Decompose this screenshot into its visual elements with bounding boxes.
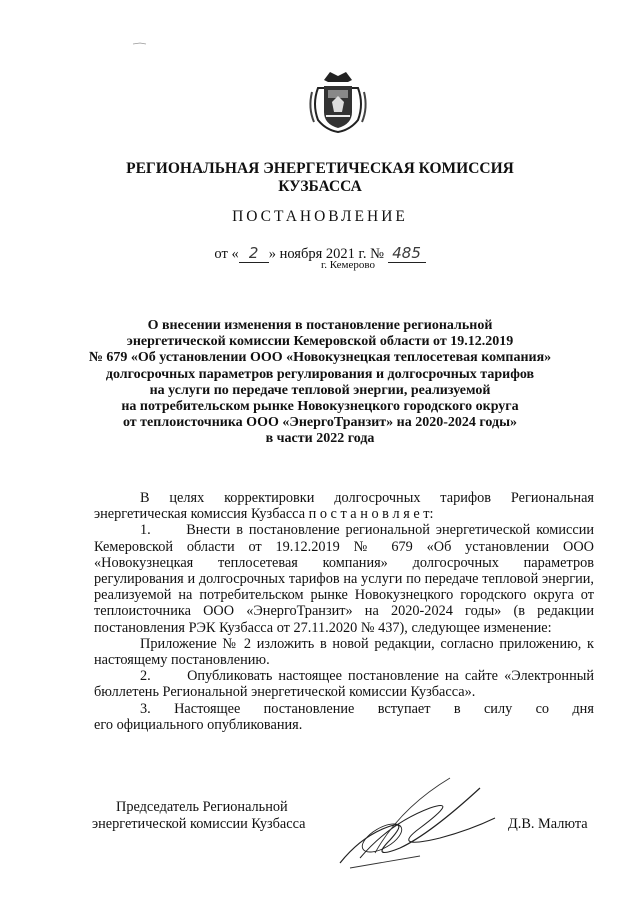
coat-of-arms-emblem	[304, 68, 372, 136]
item-3-word: постановление	[263, 700, 355, 717]
item-2-text: бюллетень Региональной энергетической комиссии Кузбасса».	[94, 684, 476, 701]
item-3-word: вступает	[377, 700, 431, 717]
item-1-first-text: Внести в постановление региональной энергетической комиссии	[186, 522, 594, 539]
subject-line: № 679 «Об установлении ООО «Новокузнецкая теплосетевая компания»	[88, 350, 552, 366]
item-1-text: Кемеровской области от 19.12.2019 № 679 «Об установлении ООО «Новокузнецкая теплосетевая компания» долгосрочных параметров регулирования и долгосрочных тарифов на услуги по передаче тепловой энергии, реализуемой на потребительском рынке Новокузнецкого городского округа от теплоисточника ООО «ЭнергоТранзит» на 2020-2024 годы» (в редакции постановления РЭК Кузбасса от 27.11.2020 № 437), следующее изменение:	[94, 538, 594, 636]
subject-line: от теплоисточника ООО «ЭнергоТранзит» на 2020-2024 годы»	[122, 415, 517, 431]
signatory-name: Д.В. Малюта	[508, 816, 588, 832]
org-line-1: РЕГИОНАЛЬНАЯ ЭНЕРГЕТИЧЕСКАЯ КОМИССИЯ	[126, 160, 514, 177]
ink-mark	[132, 40, 162, 46]
organization-name	[0, 160, 640, 196]
item-3-word: силу	[483, 700, 513, 717]
item-3-word: со	[535, 700, 550, 717]
subject-line: долгосрочных параметров регулирования и долгосрочных тарифов	[105, 366, 535, 382]
item-2-first-line	[94, 668, 594, 684]
document-subject	[0, 318, 640, 448]
document-type: ПОСТАНОВЛЕНИЕ	[232, 208, 408, 225]
appendix-paragraph: Приложение № 2 изложить в новой редакции, согласно приложению, к настоящему постановлению.	[94, 635, 594, 669]
item-3-first-line	[94, 701, 594, 717]
item-3-word: дня	[572, 700, 594, 717]
subject-line: энергетической комиссии Кемеровской области от 19.12.2019	[126, 334, 514, 350]
item-2-first-text: Опубликовать настоящее постановление на сайте «Электронный	[187, 668, 594, 685]
date-prefix: от «	[214, 246, 239, 262]
org-line-2: КУЗБАССА	[278, 178, 362, 195]
item-1-number: 1.	[140, 522, 151, 539]
subject-line: О внесении изменения в постановление региональной	[147, 318, 493, 333]
subject-line: на услуги по передаче тепловой энергии, реализуемой	[149, 382, 491, 398]
item-3-number: 3.	[140, 700, 151, 717]
signatory-title-line-2: энергетической комиссии Кузбасса	[92, 816, 306, 832]
handwritten-signature	[330, 768, 500, 878]
date-mid: » ноября 2021 г. №	[268, 246, 384, 262]
subject-line: в части 2022 года	[265, 431, 375, 447]
document-body	[94, 490, 594, 733]
intro-line-1: В целях корректировки долгосрочных тарифов Региональная	[140, 490, 594, 506]
signatory-title-line-1: Председатель Региональной	[116, 799, 288, 815]
item-3-text: его официального опубликования.	[94, 716, 303, 733]
item-1-first-line	[94, 522, 594, 538]
subject-line: на потребительском рынке Новокузнецкого городского округа	[121, 399, 519, 415]
date-day-handwritten: 2	[239, 244, 269, 263]
item-3-word: Настоящее	[174, 700, 241, 717]
signatory-title	[92, 799, 305, 833]
item-3-word: в	[453, 700, 461, 717]
doc-number-handwritten: 485	[388, 244, 426, 263]
intro-line-2: энергетическая комиссия Кузбасса п о с т а н о в л я е т:	[94, 506, 434, 523]
item-2-number: 2.	[140, 668, 151, 685]
city: г. Кемерово	[320, 259, 376, 271]
